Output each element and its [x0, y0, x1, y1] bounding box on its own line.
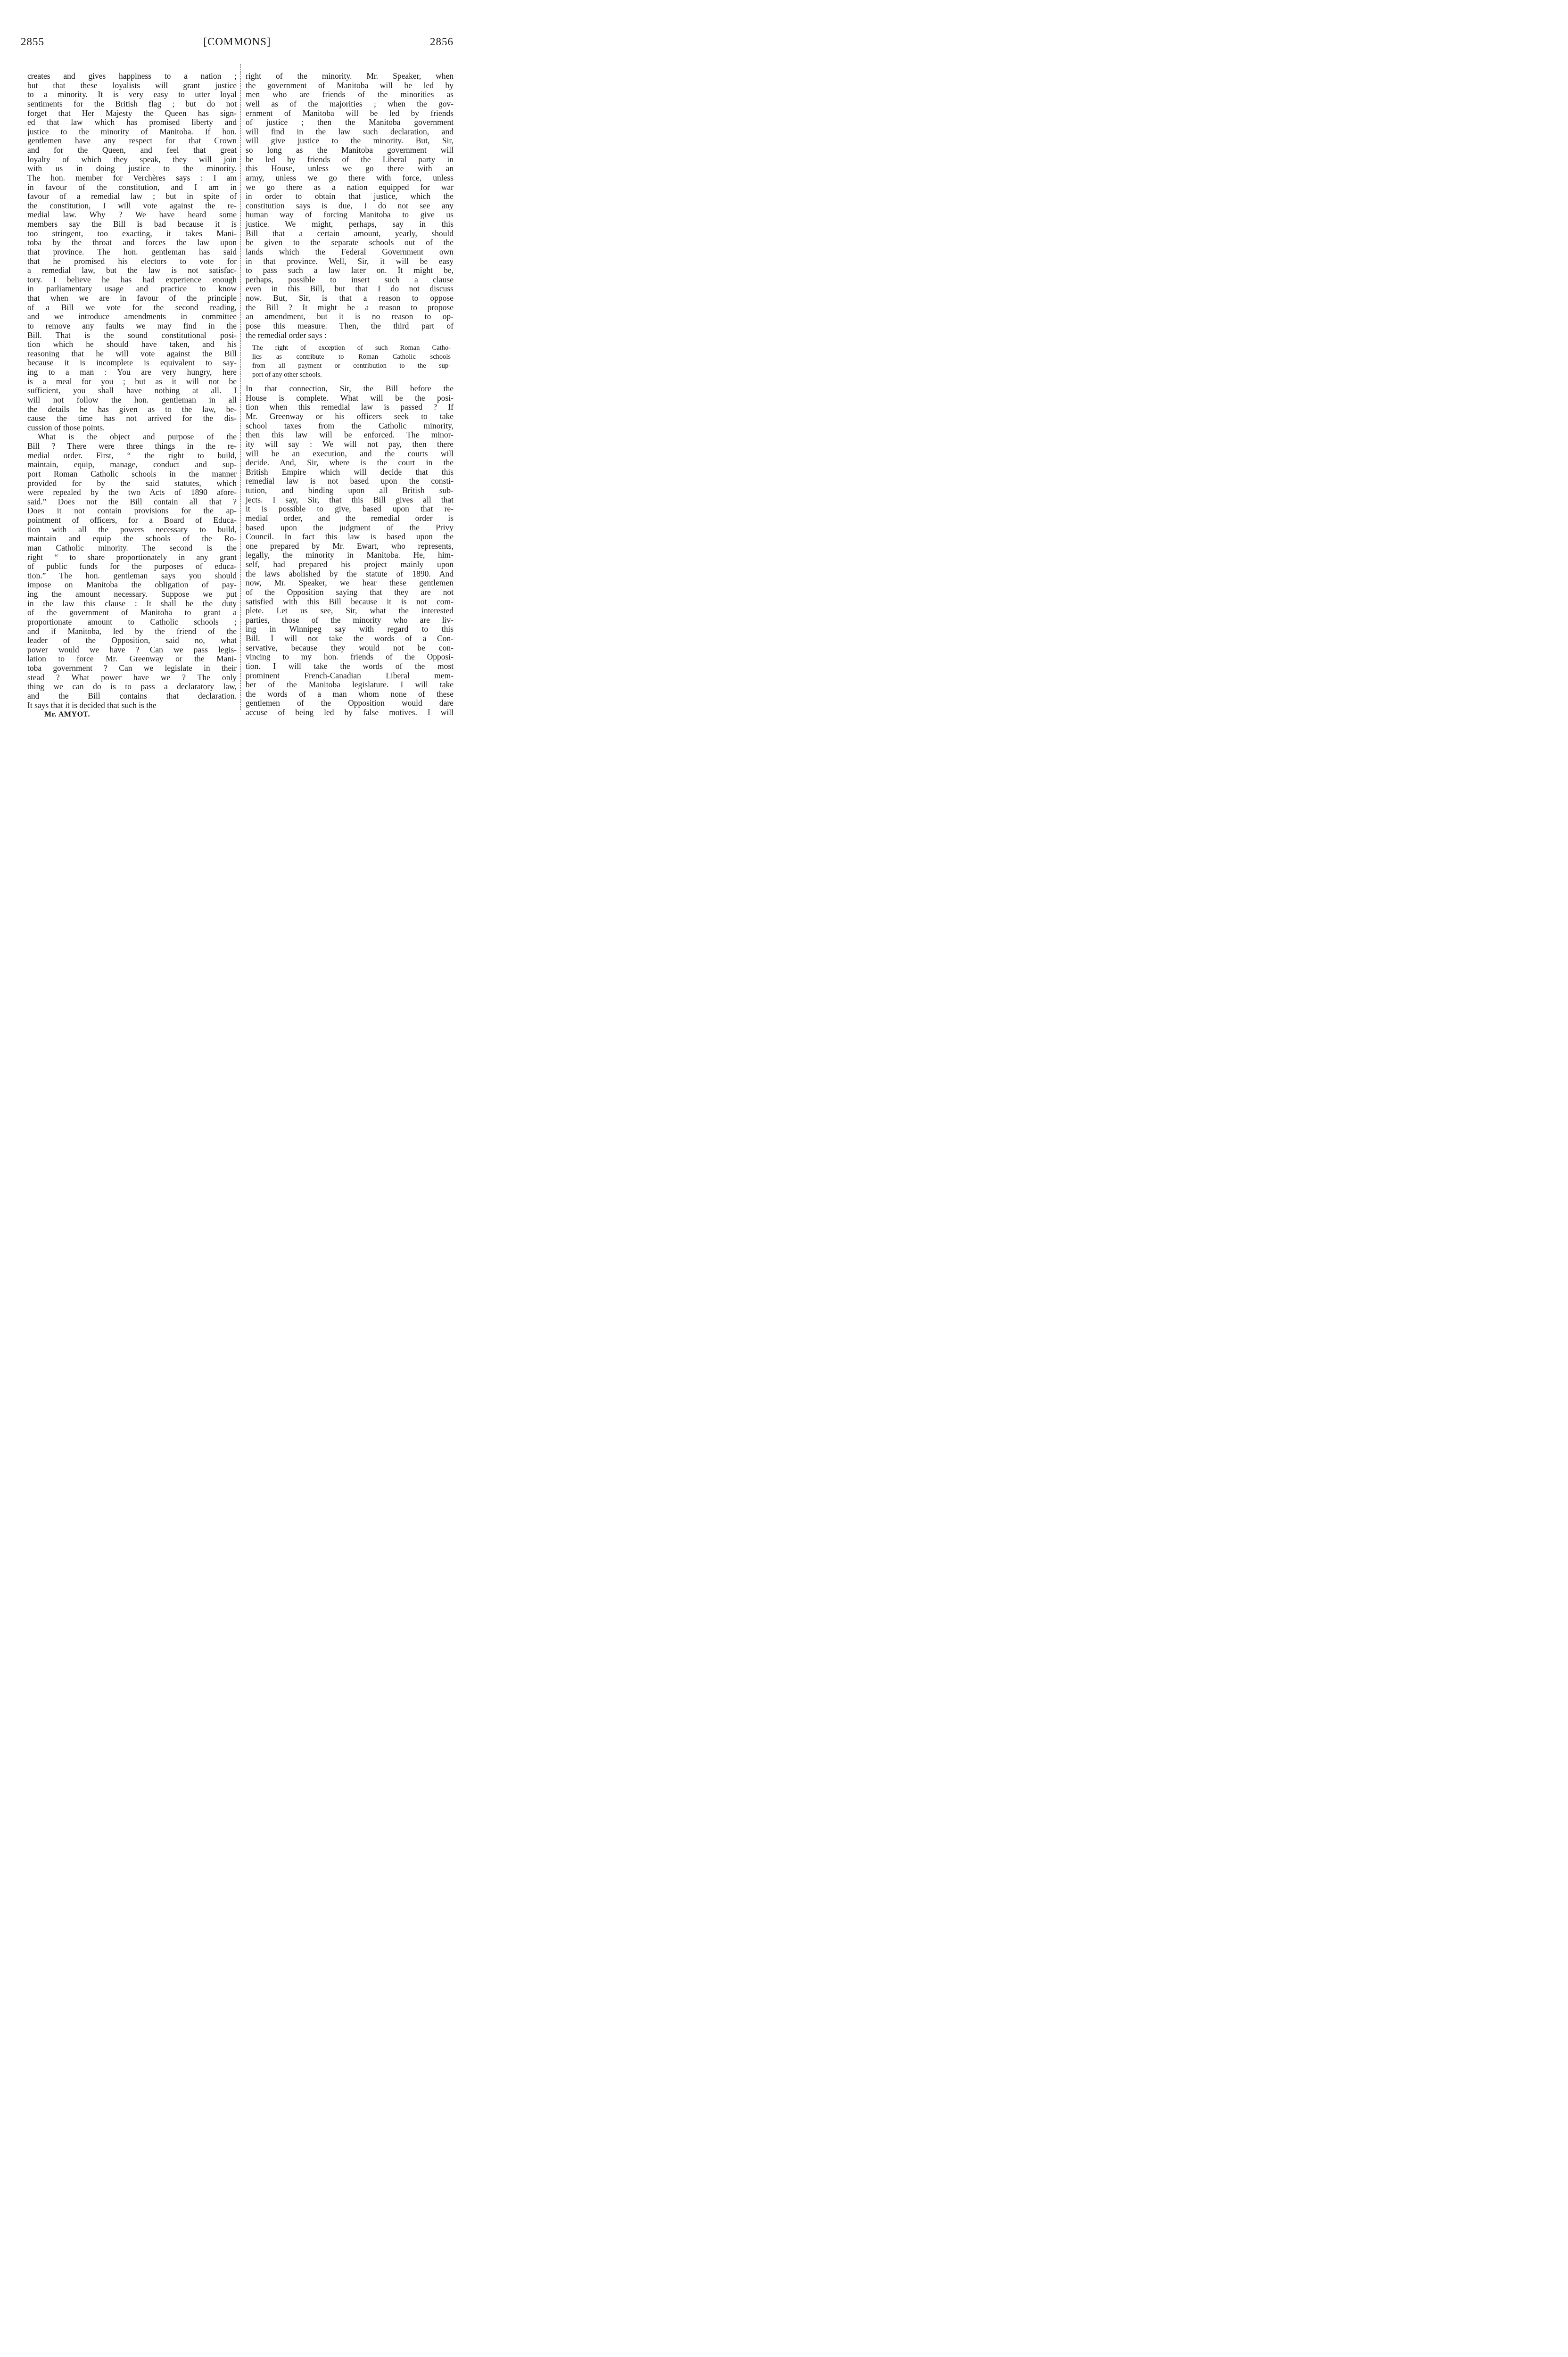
text-line: ernment of Manitoba will be led by friends [246, 108, 454, 118]
text-line: in favour of the constitution, and I am in [27, 182, 237, 192]
text-line: vincing to my hon. friends of the Opposi- [246, 652, 454, 662]
text-line: port Roman Catholic schools in the manner [27, 469, 237, 478]
text-line: toba by the throat and forces the law upon [27, 238, 237, 247]
text-line: legally, the minority in Manitoba. He, him- [246, 550, 454, 560]
text-line: men who are friends of the minorities as [246, 90, 454, 99]
text-line: tion with all the powers necessary to build, [27, 524, 237, 534]
right-paragraph-1 [246, 72, 454, 340]
text-line: the Bill ? It might be a reason to propose [246, 302, 454, 312]
text-line: prominent French-Canadian Liberal mem- [246, 670, 454, 680]
speaker-footer: Mr. AMYOT. [44, 710, 90, 718]
text-line: ber of the Manitoba legislature. I will take [246, 680, 454, 690]
text-line: satisfied with this Bill because it is not com- [246, 596, 454, 606]
text-line: sentiments for the British flag ; but do not [27, 99, 237, 108]
text-line: in the law this clause : It shall be the duty [27, 598, 237, 608]
left-paragraph-2 [27, 432, 237, 710]
text-line: The right of exception of such Roman Catho- [252, 344, 451, 352]
text-line: from all payment or contribution to the sup- [252, 362, 451, 370]
text-line: in order to obtain that justice, which the [246, 191, 454, 201]
text-line: Bill. I will not take the words of a Con- [246, 634, 454, 643]
text-line: ing in Winnipeg say with regard to this [246, 624, 454, 634]
text-line: school taxes from the Catholic minority, [246, 420, 454, 430]
text-line: provided for by the said statutes, which [27, 478, 237, 488]
text-line: port of any other schools. [252, 371, 322, 379]
text-line: Bill. That is the sound constitutional posi- [27, 330, 237, 340]
text-line: House is complete. What will be the posi- [246, 393, 454, 403]
text-line: will find in the law such declaration, and [246, 126, 454, 136]
text-line: of a Bill we vote for the second reading, [27, 302, 237, 312]
text-line: the constitution, I will vote against the re- [27, 200, 237, 210]
text-line: power would we have ? Can we pass legis- [27, 644, 237, 654]
text-line: Council. In fact this law is based upon the [246, 532, 454, 542]
text-line: but that these loyalists will grant justice [27, 80, 237, 90]
text-line: ed that law which has promised liberty and [27, 117, 237, 127]
text-line: impose on Manitoba the obligation of pay- [27, 580, 237, 590]
text-line: The hon. member for Verchères says : I am [27, 173, 237, 182]
text-line: and for the Queen, and feel that great [27, 145, 237, 155]
text-line: lands which the Federal Government own [246, 247, 454, 256]
text-line: justice to the minority of Manitoba. If hon. [27, 126, 237, 136]
text-line: self, had prepared his project mainly upon [246, 560, 454, 569]
text-line: ity will say : We will not pay, then there [246, 439, 454, 449]
text-line: perhaps, possible to insert such a clause [246, 274, 454, 284]
text-line: lation to force Mr. Greenway or the Mani- [27, 654, 237, 664]
text-line: the laws abolished by the statute of 1890. And [246, 569, 454, 578]
text-line: that he promised his electors to vote for [27, 256, 237, 266]
text-line: of the Opposition saying that they are not [246, 587, 454, 597]
text-line: maintain and equip the schools of the Ro- [27, 534, 237, 544]
text-line: medial order, and the remedial order is [246, 513, 454, 523]
running-title: [COMMONS] [203, 36, 271, 48]
text-line: justice. We might, perhaps, say in this [246, 219, 454, 229]
text-line: an amendment, but it is no reason to op- [246, 312, 454, 321]
page-header [21, 36, 454, 55]
text-line: be given to the separate schools out of the [246, 238, 454, 247]
text-line: will not follow the hon. gentleman in all [27, 395, 237, 404]
text-line: stead ? What power have we ? The only [27, 672, 237, 682]
text-line: even in this Bill, but that I do not discuss [246, 284, 454, 294]
right-paragraph-2 [246, 384, 454, 717]
text-line: will give justice to the minority. But, Sir, [246, 136, 454, 146]
text-line: ing the amount necessary. Suppose we put [27, 589, 237, 599]
text-line: maintain, equip, manage, conduct and sup- [27, 460, 237, 470]
text-line: tion when this remedial law is passed ? If [246, 402, 454, 412]
text-line: and the Bill contains that declaration. [27, 691, 237, 701]
text-line: now. But, Sir, is that a reason to oppose [246, 293, 454, 303]
text-line: ing to a man : You are very hungry, here [27, 367, 237, 377]
text-line: one prepared by Mr. Ewart, who represents, [246, 541, 454, 551]
text-line: creates and gives happiness to a nation ; [27, 71, 237, 81]
text-line: with us in doing justice to the minority. [27, 164, 237, 173]
text-line: to a minority. It is very easy to utter loyal [27, 90, 237, 99]
text-line: leader of the Opposition, said no, what [27, 635, 237, 645]
text-line: the government of Manitoba will be led by [246, 80, 454, 90]
text-line: Bill that a certain amount, yearly, should [246, 228, 454, 238]
text-line: sufficient, you shall have nothing at all. I [27, 386, 237, 396]
text-line: forget that Her Majesty the Queen has sign- [27, 108, 237, 118]
page-number-right: 2856 [430, 36, 454, 48]
column-divider [240, 64, 241, 710]
text-line: cussion of those points. [27, 422, 105, 432]
text-line: army, unless we go there with force, unless [246, 173, 454, 182]
text-line: well as of the majorities ; when the gov- [246, 99, 454, 108]
text-line: in that province. Well, Sir, it will be easy [246, 256, 454, 266]
text-line: tution, and binding upon all British sub- [246, 486, 454, 495]
text-line: constitution says is due, I do not see any [246, 200, 454, 210]
text-line: were repealed by the two Acts of 1890 afore- [27, 487, 237, 497]
text-line: decide. And, Sir, where is the court in the [246, 458, 454, 468]
text-line: that when we are in favour of the principle [27, 293, 237, 303]
text-line: accuse of being led by false motives. I will [246, 708, 454, 717]
text-line: be led by friends of the Liberal party in [246, 154, 454, 164]
text-line: loyalty of which they speak, they will join [27, 154, 237, 164]
text-line: medial law. Why ? We have heard some [27, 210, 237, 220]
text-line: it is possible to give, based upon that re- [246, 504, 454, 514]
text-line: and we introduce amendments in committee [27, 312, 237, 321]
text-line: servative, because they would not be con- [246, 643, 454, 652]
text-line: favour of a remedial law ; but in spite of [27, 191, 237, 201]
text-line: too stringent, too exacting, it takes Mani- [27, 228, 237, 238]
text-line: then this law will be enforced. The minor- [246, 430, 454, 440]
text-line: lics as contribute to Roman Catholic schools [252, 353, 451, 361]
text-line: of the government of Manitoba to grant a [27, 608, 237, 618]
text-line: gentlemen of the Opposition would dare [246, 698, 454, 708]
text-line: in parliamentary usage and practice to know [27, 284, 237, 294]
text-line: British Empire which will decide that this [246, 467, 454, 477]
text-line: human way of forcing Manitoba to give us [246, 210, 454, 220]
remedial-order-quote [246, 340, 454, 384]
text-line: Does it not contain provisions for the ap- [27, 506, 237, 516]
text-line: proportionate amount to Catholic schools ; [27, 617, 237, 626]
text-line: of public funds for the purposes of educa- [27, 561, 237, 571]
left-paragraph-1 [27, 72, 237, 432]
text-line: tion which he should have taken, and his [27, 339, 237, 349]
text-line: In that connection, Sir, the Bill before the [246, 384, 454, 394]
text-line: man Catholic minority. The second is the [27, 543, 237, 552]
text-line: remedial law is not based upon the consti- [246, 476, 454, 486]
text-line: gentlemen have any respect for that Crown [27, 136, 237, 146]
text-line: to remove any faults we may find in the [27, 321, 237, 330]
text-line: now, Mr. Speaker, we hear these gentlemen [246, 578, 454, 588]
page-number-left: 2855 [21, 36, 44, 48]
text-line: the remedial order says : [246, 330, 327, 340]
text-line: tion.” The hon. gentleman says you should [27, 570, 237, 580]
text-line: the words of a man whom none of these [246, 689, 454, 699]
text-line: will be an execution, and the courts will [246, 448, 454, 458]
text-line: based upon the judgment of the Privy [246, 522, 454, 532]
text-line: pose this measure. Then, the third part of [246, 321, 454, 330]
text-line: reasoning that he will vote against the Bill [27, 348, 237, 358]
text-line: right of the minority. Mr. Speaker, when [246, 71, 454, 81]
text-line: parties, those of the minority who are liv- [246, 615, 454, 625]
text-line: that province. The hon. gentleman has said [27, 247, 237, 256]
text-line: and if Manitoba, led by the friend of the [27, 626, 237, 636]
text-line: medial order. First, “ the right to build, [27, 450, 237, 460]
right-column [246, 72, 454, 717]
text-line: right “ to share proportionately in any grant [27, 552, 237, 562]
text-line: members say the Bill is bad because it is [27, 219, 237, 229]
text-line: toba government ? Can we legislate in their [27, 663, 237, 673]
text-line: of justice ; then the Manitoba government [246, 117, 454, 127]
left-column [27, 72, 237, 710]
text-line: this House, unless we go there with an [246, 164, 454, 173]
text-line: because it is incomplete is equivalent to say- [27, 358, 237, 368]
text-line: What is the object and purpose of the [38, 432, 237, 442]
text-line: said.” Does not the Bill contain all that ? [27, 496, 237, 506]
text-line: a remedial law, but the law is not satisfac- [27, 265, 237, 275]
text-line: cause the time has not arrived for the dis- [27, 413, 237, 423]
text-line: so long as the Manitoba government will [246, 145, 454, 155]
text-line: pointment of officers, for a Board of Educa- [27, 515, 237, 525]
text-line: It says that it is decided that such is the [27, 700, 157, 710]
text-line: the details he has given as to the law, be- [27, 404, 237, 414]
text-line: is a meal for you ; but as it will not be [27, 376, 237, 386]
text-line: tory. I believe he has had experience enough [27, 274, 237, 284]
text-line: plete. Let us see, Sir, what the interested [246, 606, 454, 616]
text-line: we go there as a nation equipped for war [246, 182, 454, 192]
text-line: tion. I will take the words of the most [246, 661, 454, 671]
text-line: Mr. Greenway or his officers seek to take [246, 412, 454, 421]
text-line: jects. I say, Sir, that this Bill gives all that [246, 494, 454, 504]
text-line: Bill ? There were three things in the re- [27, 441, 237, 451]
text-line: to pass such a law later on. It might be, [246, 265, 454, 275]
text-line: thing we can do is to pass a declaratory law, [27, 682, 237, 692]
